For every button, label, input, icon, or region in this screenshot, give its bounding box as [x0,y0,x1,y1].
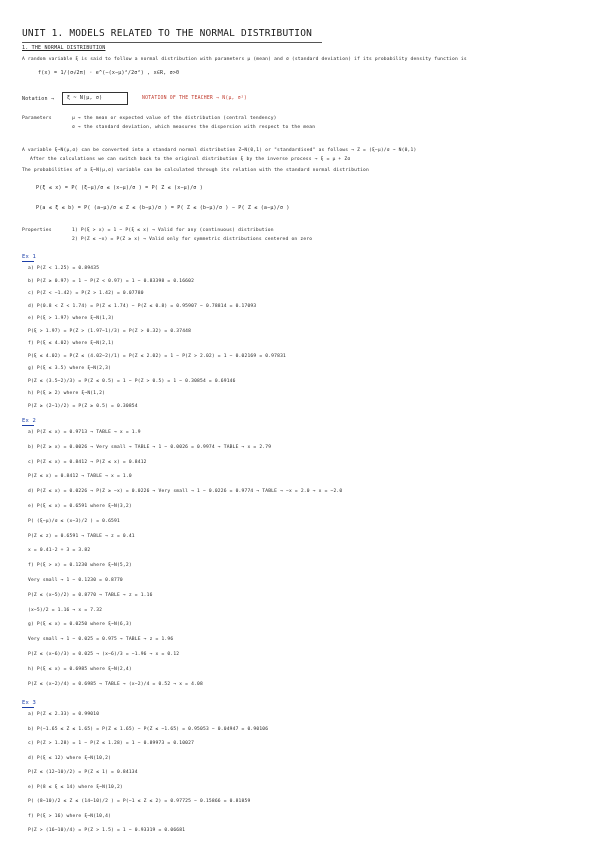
exercise-2-underline [22,425,34,426]
exercise-line: c) P(Z ≤ x) = 0.8412 → P(Z ≤ x) = 0.8412 [28,459,147,465]
exercise-line: P(Z ≤ (x−5)/2) = 0.8770 → TABLE → z = 1.16 [28,592,153,598]
exercise-line: e) P(8 ≤ ξ ≤ 14) where ξ~N(10,2) [28,784,123,790]
notation-box [62,92,128,105]
density-formula: f(x) = 1/(σ√2π) · e^(−(x−μ)²/2σ²) , x∈R, σ>0 [38,70,180,76]
exercise-line: d) P(Z ≤ x) = 0.0226 → P(Z ≥ −x) = 0.0226 → Very small → 1 − 0.0226 = 0.9774 → TABLE → −x = 2.0 → x = −2.0 [28,489,343,495]
exercise-line: Very small → 1 − 0.1230 = 0.8770 [28,578,123,583]
exercise-line: P( (ξ−μ)/σ ≤ (x−3)/2 ) = 0.6591 [28,518,120,524]
exercise-line: b) P(Z ≥ 0.97) = 1 − P(Z < 0.97) = 1 − 0.83398 = 0.16602 [28,278,195,284]
exercise-line: P(Z ≤ x) = 0.8412 → TABLE → x = 1.0 [28,474,132,480]
exercise-line: d) P(ξ ≤ 12) where ξ~N(10,2) [28,755,112,761]
properties-label: Properties [22,228,52,233]
exercise-3-underline [22,707,34,708]
exercise-line: P(Z ≥ (2−1)/2) = P(Z ≥ 0.5) = 0.30854 [28,403,138,409]
exercise-3-label: Ex 3 [22,700,37,706]
exercise-line: e) P(ξ ≤ x) = 0.6591 where ξ~N(3,2) [28,504,132,509]
exercise-line: x = 0.41·2 + 3 = 3.82 [28,548,91,554]
parameter-mu: μ → the mean or expected value of the distribution (central tendency) [72,116,277,121]
exercise-line: h) P(ξ ≥ 2) where ξ~N(1,2) [28,391,106,396]
exercise-line: P(Z ≤ (12−10)/2) = P(Z ≤ 1) = 0.84134 [28,770,138,775]
exercise-line: a) P(Z ≤ 2.33) = 0.99010 [28,712,100,717]
exercise-1-underline [22,261,34,262]
parameter-sigma: σ → the standard deviation, which measures the dispersion with respect to the mean [72,125,316,130]
exercise-line: b) P(−1.65 ≤ Z ≤ 1.65) = P(Z ≤ 1.65) − P(Z ≤ −1.65) = 0.95053 − 0.04947 = 0.90106 [28,726,269,732]
exercise-line: P(Z > (16−10)/4) = P(Z > 1.5) = 1 − 0.93319 = 0.06681 [28,828,186,833]
probability-formula-2: P(a ≤ ξ ≤ b) = P( (a−μ)/σ ≤ Z ≤ (b−μ)/σ ) = P( Z ≤ (b−μ)/σ ) − P( Z ≤ (a−μ)/σ ) [36,205,290,211]
page-title: UNIT 1. MODELS RELATED TO THE NORMAL DISTRIBUTION [22,28,313,39]
exercise-line: b) P(Z ≥ x) = 0.0026 → Very small → TABLE → 1 − 0.0026 = 0.9974 → TABLE → x = 2.79 [28,444,272,450]
probability-formula-1: P(ξ ≤ x) = P( (ξ−μ)/σ ≤ (x−μ)/σ ) = P( Z ≤ (x−μ)/σ ) [36,185,203,191]
exercise-line: f) P(ξ > x) = 0.1230 where ξ~N(5,2) [28,563,132,569]
exercise-line: P(Z ≤ (x−6)/3) = 0.025 → (x−6)/3 = −1.96 → x = 0.12 [28,652,180,657]
exercise-line: P(Z ≤ (3.5−2)/3) = P(Z ≤ 0.5) = 1 − P(Z > 0.5) = 1 − 0.30854 = 0.69146 [28,378,236,384]
exercise-1-label: Ex 1 [22,254,37,260]
exercise-line: P(Z ≤ z) = 0.6591 → TABLE → z = 0.41 [28,533,135,539]
notation-label: Notation → [22,96,55,102]
exercise-line: a) P(Z ≤ x) = 0.9713 → TABLE → x = 1.9 [28,430,141,435]
notation-formula: ξ ~ N(μ, σ) [67,95,103,101]
exercise-line: P(ξ ≤ 4.02) = P(Z ≤ (4.02−2)/1) = P(Z ≤ 2.02) = 1 − P(Z > 2.02) = 1 − 0.02169 = 0.97831 [28,353,287,359]
section-subtitle: 1. THE NORMAL DISTRIBUTION [22,45,106,51]
exercise-line: f) P(ξ ≤ 4.02) where ξ~N(2,1) [28,341,115,346]
exercise-2-label: Ex 2 [22,418,37,424]
standardize-text-2: After the calculations we can switch back to the original distribution ξ by the inverse process → ξ = μ + Zσ [30,157,351,162]
title-underline [22,42,322,43]
intro-text: A random variable ξ is said to follow a normal distribution with parameters μ (mean) and σ (standard deviation) if its probability density function is [22,57,467,62]
exercise-line: P( (8−10)/2 ≤ Z ≤ (14−10)/2 ) = P(−1 ≤ Z ≤ 2) = 0.97725 − 0.15866 = 0.81859 [28,799,251,804]
exercise-line: c) P(Z > 1.28) = 1 − P(Z ≤ 1.28) = 1 − 0.89973 = 0.10027 [28,741,195,746]
exercise-line: (x−5)/2 = 1.16 → x = 7.32 [28,607,103,613]
standardize-text-3: The probabilities of a ξ~N(μ,σ) variable can be calculated through its relation with the standard normal distribution [22,168,369,173]
standardize-text-1: A variable ξ~N(μ,σ) can be converted into a standard normal distribution Z~N(0,1) or "standardised" as follows → Z = (ξ−μ)/σ ~ N(0,1) [22,148,417,153]
exercise-line: f) P(ξ > 16) where ξ~N(10,4) [28,813,112,819]
exercise-line: a) P(Z < 1.25) = 0.89435 [28,266,100,271]
property-1: 1) P(ξ > x) = 1 − P(ξ ≤ x) → Valid for any (continuous) distribution [72,228,274,233]
exercise-line: g) P(ξ ≤ 3.5) where ξ~N(2,3) [28,366,112,371]
exercise-line: P(ξ > 1.97) = P(Z > (1.97−1)/3) = P(Z > 0.32) = 0.37448 [28,328,192,334]
property-2: 2) P(Z ≤ −x) = P(Z ≥ x) → Valid only for symmetric distributions centered on zero [72,237,313,242]
exercise-line: c) P(Z < −1.42) = P(Z > 1.42) = 0.07780 [28,291,144,296]
exercise-line: Very small → 1 − 0.025 = 0.975 → TABLE → z = 1.96 [28,637,174,643]
parameters-label: Parameters [22,116,52,121]
exercise-line: d) P(0.8 < Z < 1.74) = P(Z ≤ 1.74) − P(Z ≤ 0.8) = 0.95907 − 0.78814 = 0.17093 [28,303,257,309]
exercise-line: g) P(ξ ≤ x) = 0.0250 where ξ~N(6,3) [28,622,132,628]
notation-teacher: NOTATION OF THE TEACHER → N(μ, σ²) [142,96,247,101]
exercise-line: h) P(ξ ≤ x) = 0.6985 where ξ~N(2,4) [28,666,132,672]
exercise-line: e) P(ξ > 1.97) where ξ~N(1,3) [28,316,115,321]
exercise-line: P(Z ≤ (x−2)/4) = 0.6985 → TABLE → (x−2)/4 = 0.52 → x = 4.08 [28,681,203,687]
